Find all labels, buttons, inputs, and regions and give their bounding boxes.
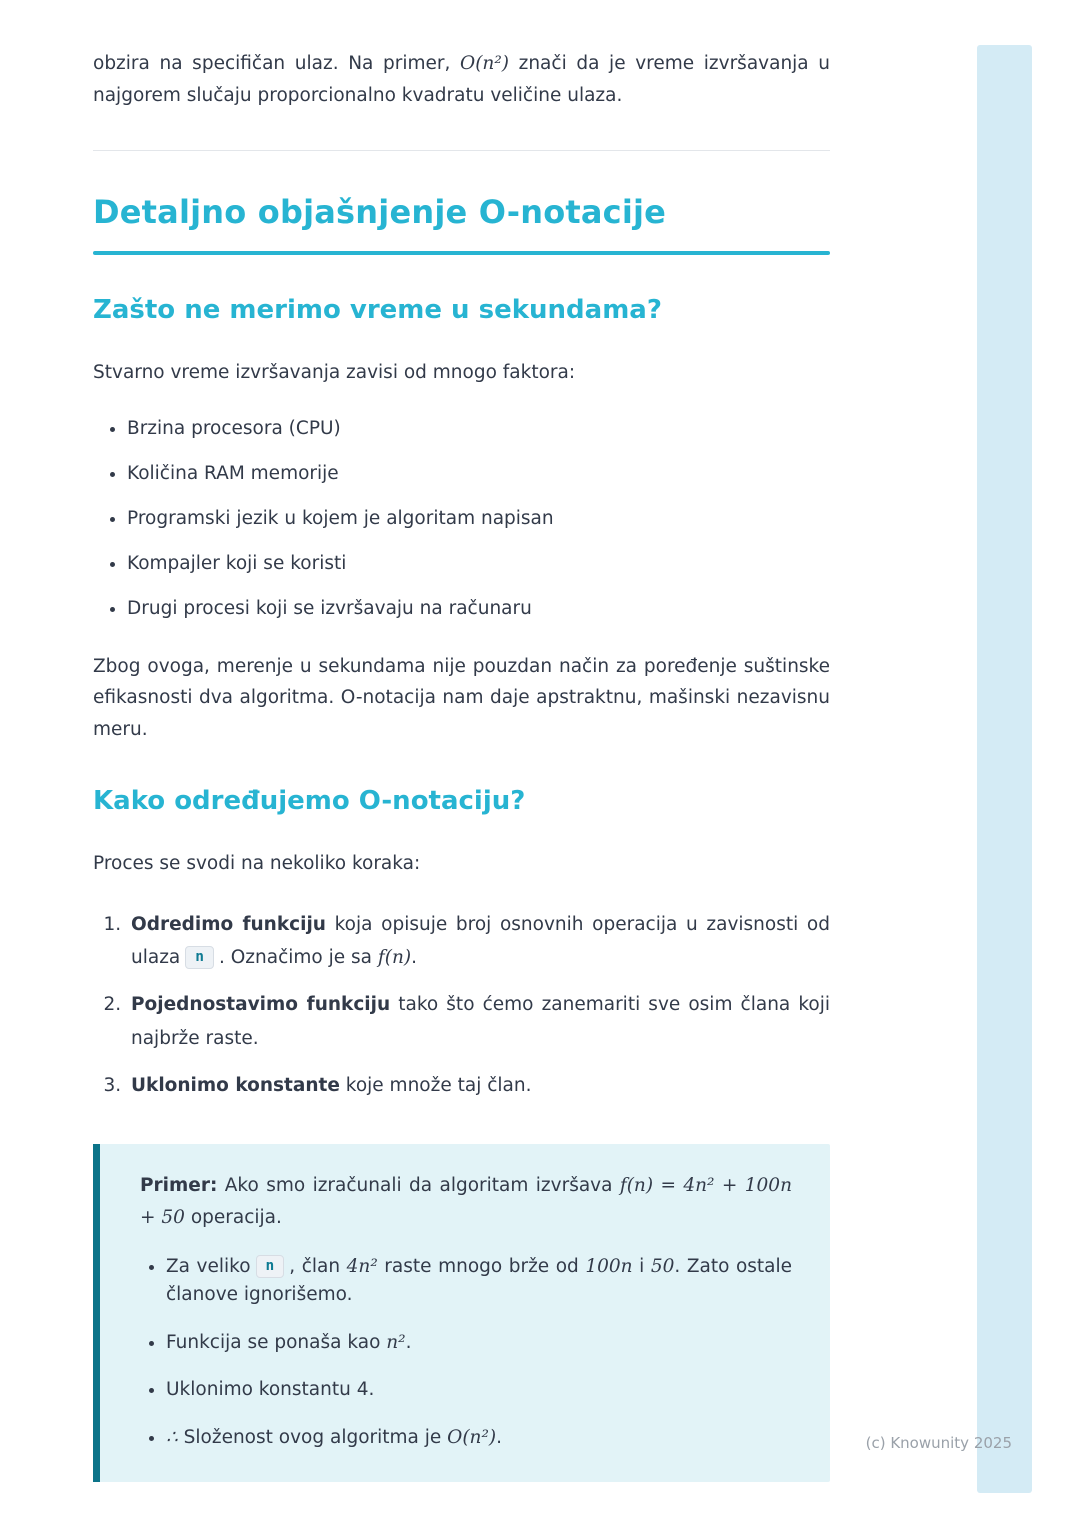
section1-outro: Zbog ovoga, merenje u sekundama nije pouzdan način za poređenje suštinske efikasnosti dva algoritma. O-notacija nam daje apstraktnu, mašinski nezavisnu meru. [93,655,830,741]
callout-text: . [405,1331,412,1353]
inline-code-chip: n [185,946,214,969]
list-item: • Brzina procesora (CPU) [127,416,830,443]
math-n2: n² [386,1331,406,1353]
step-bold-label: Pojednostavimo funkciju [131,994,391,1016]
list-item: • Kompajler koji se koristi [127,551,830,578]
callout-text: Funkcija se ponaša kao [166,1331,387,1353]
callout-text: raste mnogo brže od [377,1256,586,1278]
callout-text: operacija. [184,1206,282,1228]
callout-text: , član [289,1256,347,1278]
page-content [93,48,830,1482]
math-f-n: f(n) [377,947,412,969]
callout-text: . [496,1427,502,1449]
step-text: . [411,947,417,969]
callout-bullet-1 [166,1253,792,1309]
callout-bullet-4 [166,1424,792,1452]
math-big-o-n2: O(n²) [447,1427,497,1449]
steps-list [93,908,830,1102]
callout-text: . Zato ostale članove ignorišemo. [166,1256,793,1305]
section2-heading: Kako određujemo O-notaciju? [93,785,526,816]
copyright-note: (c) Knowunity 2025 [865,1434,1012,1452]
callout-bullet-2 [166,1329,792,1357]
section1-intro: Stvarno vreme izvršavanja zavisi od mnogo faktora: [93,361,576,383]
callout-text: Za veliko [166,1256,251,1278]
callout-text: i [632,1256,651,1278]
section-divider [93,150,830,151]
list-item: • Drugi procesi koji se izvršavaju na računaru [127,596,830,623]
section1-heading: Zašto ne merimo vreme u sekundama? [93,294,662,325]
section2-intro: Proces se svodi na nekoliko koraka: [93,852,421,874]
therefore-symbol: ∴ [166,1427,178,1449]
factors-list [93,416,830,622]
callout-text: Složenost ovog algoritma je [177,1427,448,1449]
math-big-o-n2: O(n²) [460,53,509,74]
math-100n: 100n [585,1256,633,1278]
title-underline [93,251,830,255]
intro-text-2: znači da je vreme izvršavanja u najgorem slučaju proporcionalno kvadratu veličine ulaza. [93,53,831,106]
math-4n2: 4n² [346,1256,378,1278]
step-text: koje množe taj član. [339,1074,532,1096]
callout-lead [140,1170,792,1233]
callout-text: Uklonimo konstantu 4. [166,1379,375,1401]
step-item-1 [127,908,830,975]
intro-paragraph [93,48,830,112]
page-edge-stripe [977,45,1032,1493]
math-50: 50 [650,1256,675,1278]
step-item-2 [127,988,830,1055]
math-f-n-formula: f(n) = 4n² + 100n + 50 [140,1175,792,1228]
step-bold-label: Odredimo funkciju [131,913,326,935]
step-text: tako što ćemo zanemariti sve osim člana koji najbrže raste. [131,994,830,1049]
callout-bold-label: Primer: [140,1175,218,1197]
callout-text: Ako smo izračunali da algoritam izvršava [217,1175,620,1197]
list-item: • Programski jezik u kojem je algoritam napisan [127,506,830,533]
list-item: • Količina RAM memorije [127,461,830,488]
inline-code-chip: n [256,1255,285,1278]
page-title: Detaljno objašnjenje O-notacije [93,192,667,231]
callout-bullet-3 [166,1376,792,1404]
intro-text-1: obzira na specifičan ulaz. Na primer, [93,53,461,74]
step-item-3 [127,1069,830,1102]
step-bold-label: Uklonimo konstante [131,1074,340,1096]
step-text: koja opisuje broj osnovnih operacija u zavisnosti od ulaza [131,913,830,969]
step-text: . Označimo je sa [218,947,378,969]
example-callout-box [93,1144,830,1482]
callout-bullet-list [140,1253,792,1452]
